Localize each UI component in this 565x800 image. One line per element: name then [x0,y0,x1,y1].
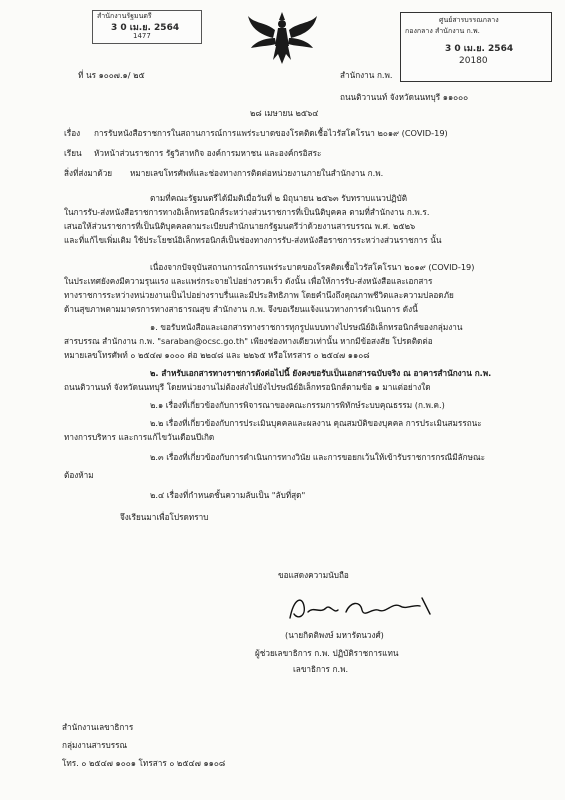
office-address: ถนนติวานนท์ จังหวัดนนทบุรี ๑๑๐๐๐ [340,92,469,102]
stamp-left-number: 1477 [133,32,151,40]
regards: ขอแสดงความนับถือ [278,570,349,580]
paragraph-1-line-2: ในการรับ-ส่งหนังสือราชการทางอิเล็กทรอนิกส์ระหว่างส่วนราชการที่เป็นนิติบุคคล ตามที่สำนักงาน ก.พ.ร. [64,207,430,217]
garuda-emblem [245,8,320,68]
subject-label: เรื่อง [64,128,81,138]
office-name: สำนักงาน ก.พ. [340,70,393,80]
item-2-3-line-1: ๒.๓ เรื่องที่เกี่ยวข้องกับการดำเนินการทางวินัย และการขอยกเว้นให้เข้ารับราชการกรณีมีลักษณะ [150,452,486,462]
paragraph-1-line-4: และที่แก้ไขเพิ่มเติม ใช้ประโยชน์อิเล็กทรอนิกส์เป็นช่องทางการรับ-ส่งหนังสือราชการระหว่างส่วนราชการ นั้น [64,235,442,245]
paragraph-2-line-2: ในประเทศยังคงมีความรุนแรง และแพร่กระจายไปอย่างรวดเร็ว ดังนั้น เพื่อให้การรับ-ส่งหนังสือและเอกสาร [64,276,433,286]
stamp-left-line1: สำนักงานรัฐมนตรี [97,12,152,20]
paragraph-2-line-1: เนื่องจากปัจจุบันสถานการณ์การแพร่ระบาดของโรคติดเชื้อไวรัสโคโรนา ๒๐๑๙ (COVID-19) [150,262,475,272]
received-stamp-right [400,12,552,82]
item-2-line-1: ๒. สำหรับเอกสารทางราชการดังต่อไปนี้ ยังคงขอรับเป็นเอกสารฉบับจริง ณ อาคารสำนักงาน ก.พ. [150,368,492,378]
document-date: ๒๘ เมษายน ๒๕๖๔ [250,108,319,118]
footer-contact: โทร. ๐ ๒๕๔๗ ๑๐๐๑ โทรสาร ๐ ๒๕๔๗ ๑๑๐๘ [62,758,226,768]
footer-division: กลุ่มงานสารบรรณ [62,740,128,750]
item-2-4: ๒.๔ เรื่องที่กำหนดชั้นความลับเป็น "ลับที่สุด" [150,490,306,500]
item-2-2-line-2: ทางการบริหาร และการแก้ไขวันเดือนปีเกิด [64,432,215,442]
item-2-1: ๒.๑ เรื่องที่เกี่ยวข้องกับการพิจารณาของคณะกรรมการพิทักษ์ระบบคุณธรรม (ก.พ.ค.) [150,400,445,410]
stamp-left-date: 3 0 เม.ย. 2564 [111,23,180,33]
signatory-name: (นายกิตติพงษ์ มหารัตนวงศ์) [285,630,384,640]
stamp-right-number: 20180 [459,56,488,66]
enclosure-text: หมายเลขโทรศัพท์และช่องทางการติดต่อหน่วยงานภายในสำนักงาน ก.พ. [130,168,384,178]
paragraph-2-line-4: ด้านสุขภาพตามมาตรการทางสาธารณสุข สำนักงาน ก.พ. จึงขอเรียนแจ้งแนวทางการดำเนินการ ดังนี้ [64,304,418,314]
item-2-3-line-2: ต้องห้าม [64,470,94,480]
item-1-line-1: ๑. ขอรับหนังสือและเอกสารทางราชการทุกรูปแบบทางไปรษณีย์อิเล็กทรอนิกส์ของกลุ่มงาน [150,322,463,332]
item-1-line-2: สารบรรณ สำนักงาน ก.พ. "saraban@ocsc.go.th" เพียงช่องทางเดียวเท่านั้น หากมีข้อสงสัย โปรดติดต่อ [64,336,433,346]
reference-number: ที่ นร ๑๐๐๗.๑/ ๒๕ [78,70,145,80]
recipient-label: เรียน [64,148,82,158]
stamp-right-line2: กองกลาง สำนักงาน ก.พ. [405,27,480,35]
closing-line: จึงเรียนมาเพื่อโปรดทราบ [120,512,209,522]
signatory-title-2: เลขาธิการ ก.พ. [293,664,349,674]
stamp-right-line1: ศูนย์สารบรรณกลาง [439,16,499,24]
paragraph-2-line-3: ทางราชการระหว่างหน่วยงานเป็นไปอย่างราบรื่นและมีประสิทธิภาพ โดยคำนึงถึงคุณภาพชีวิตและความปลอดภัย [64,290,454,300]
stamp-right-date: 3 0 เม.ย. 2564 [445,44,514,54]
paragraph-1-line-1: ตามที่คณะรัฐมนตรีได้มีมติเมื่อวันที่ ๒ มิถุนายน ๒๕๖๓ รับทราบแนวปฏิบัติ [150,193,408,203]
item-1-line-3: หมายเลขโทรศัพท์ ๐ ๒๕๔๗ ๑๐๐๐ ต่อ ๒๒๔๘ และ ๒๒๖๕ หรือโทรสาร ๐ ๒๕๔๗ ๑๑๐๘ [64,350,370,360]
signatory-title-1: ผู้ช่วยเลขาธิการ ก.พ. ปฏิบัติราชการแทน [255,648,399,658]
paragraph-1-line-3: เสนอให้ส่วนราชการที่เป็นนิติบุคคลตามระเบียบสำนักนายกรัฐมนตรีว่าด้วยงานสารบรรณ พ.ศ. ๒๕๒๖ [64,221,416,231]
recipient-text: หัวหน้าส่วนราชการ รัฐวิสาหกิจ องค์การมหาชน และองค์กรอิสระ [94,148,322,158]
subject-text: การรับหนังสือราชการในสถานการณ์การแพร่ระบาดของโรคติดเชื้อไวรัสโคโรนา ๒๐๑๙ (COVID-19) [94,128,448,138]
item-2-line-2: ถนนติวานนท์ จังหวัดนนทบุรี โดยหน่วยงานไม่ต้องส่งไปยังไปรษณีย์อิเล็กทรอนิกส์ตามข้อ ๑ มาแต่อย่างใด [64,382,431,392]
enclosure-label: สิ่งที่ส่งมาด้วย [64,168,113,178]
handwritten-signature [280,588,450,628]
received-stamp-left [92,10,202,44]
footer-office: สำนักงานเลขาธิการ [62,722,134,732]
item-2-2-line-1: ๒.๒ เรื่องที่เกี่ยวข้องกับการประเมินบุคคลและผลงาน คุณสมบัติของบุคคล การประเมินสมรรถนะ [150,418,482,428]
